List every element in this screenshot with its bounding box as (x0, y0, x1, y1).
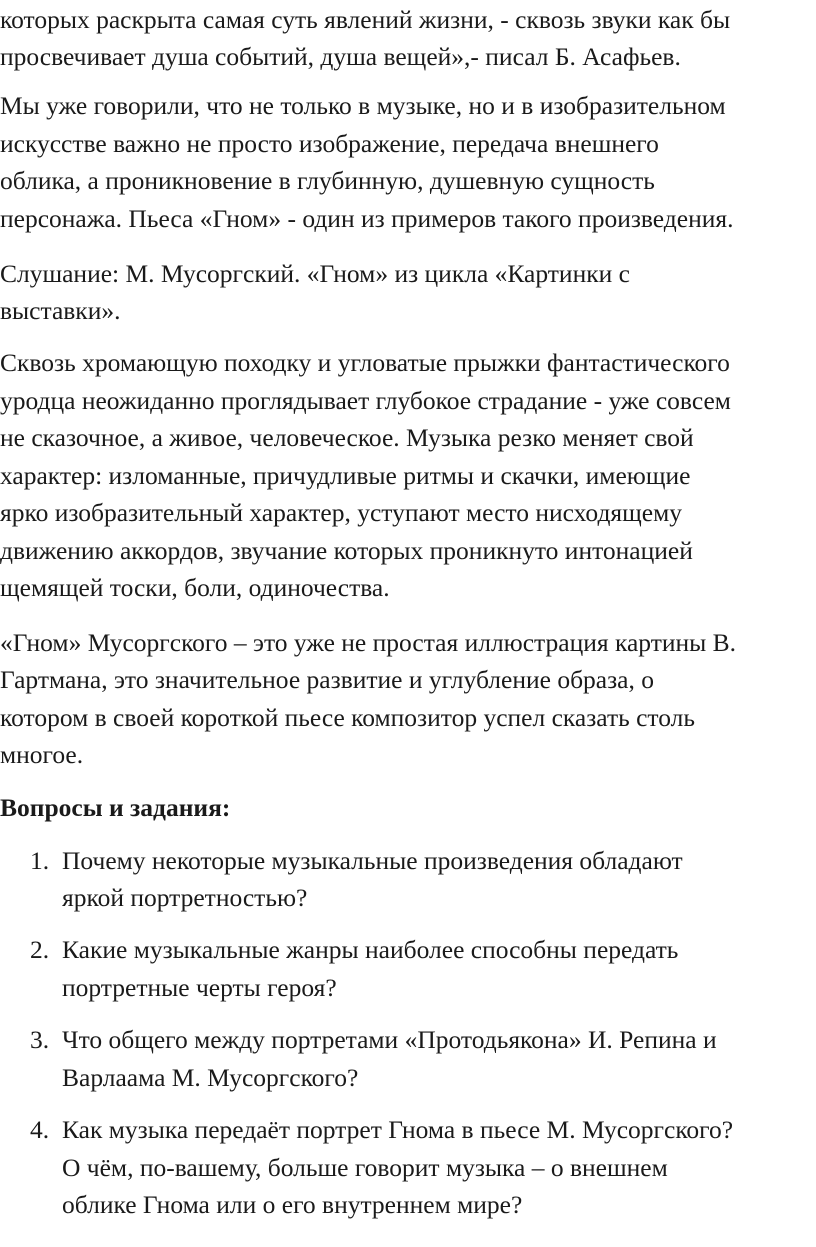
list-item-line: облике Гнома или о его внутреннем мире? (62, 1190, 523, 1219)
list-item-number: 2. (30, 935, 50, 964)
paragraph-line: персонажа. Пьеса «Гном» - один из примеров такого произведения. (0, 204, 734, 233)
paragraph-line: многое. (0, 740, 84, 769)
paragraph-line: «Гном» Мусоргского – это уже не простая иллюстрация картины В. (0, 628, 737, 657)
list-item-line: портретные черты героя? (62, 973, 337, 1002)
paragraph-line: выставки». (0, 296, 121, 325)
paragraph-line: Слушание: М. Мусоргский. «Гном» из цикла «Картинки с (0, 259, 630, 288)
paragraph-line: котором в своей короткой пьесе композитор успел сказать столь (0, 703, 695, 732)
paragraph-line: Сквозь хромающую походку и угловатые прыжки фантастического (0, 348, 730, 377)
list-item-line: О чём, по-вашему, больше говорит музыка – о внешнем (62, 1153, 668, 1182)
paragraph-line: Гартмана, это значительное развитие и углубление образа, о (0, 665, 654, 694)
paragraph-line: характер: изломанные, причудливые ритмы и скачки, имеющие (0, 461, 691, 490)
list-item-line: Какие музыкальные жанры наиболее способны передать (62, 935, 679, 964)
list-item-line: Варлаама М. Мусоргского? (62, 1063, 359, 1092)
paragraph-line: которых раскрыта самая суть явлений жизни, - сквозь звуки как бы (0, 5, 731, 34)
paragraph-line: ярко изобразительный характер, уступают место нисходящему (0, 498, 682, 527)
paragraph-line: облика, а проникновение в глубинную, душевную сущность (0, 166, 655, 195)
paragraph-line: щемящей тоски, боли, одиночества. (0, 573, 390, 602)
paragraph-line: Мы уже говорили, что не только в музыке, но и в изобразительном (0, 91, 726, 120)
list-item-number: 4. (30, 1115, 50, 1144)
paragraph-line: движению аккордов, звучание которых проникнуто интонацией (0, 536, 693, 565)
list-item-line: Что общего между портретами «Протодьякона» И. Репина и (62, 1025, 717, 1054)
list-item-number: 1. (30, 846, 50, 875)
list-item-line: Как музыка передаёт портрет Гнома в пьесе М. Мусоргского? (62, 1115, 734, 1144)
list-item-number: 3. (30, 1025, 50, 1054)
paragraph-line: уродца неожиданно проглядывает глубокое страдание - уже совсем (0, 386, 731, 415)
questions-heading: Вопросы и задания: (0, 793, 231, 822)
paragraph-line: искусстве важно не просто изображение, передача внешнего (0, 129, 659, 158)
paragraph-line: просвечивает душа событий, душа вещей»,- писал Б. Асафьев. (0, 42, 681, 71)
paragraph-line: не сказочное, а живое, человеческое. Музыка резко меняет свой (0, 423, 694, 452)
list-item-line: яркой портретностью? (62, 883, 308, 912)
list-item-line: Почему некоторые музыкальные произведения обладают (62, 846, 683, 875)
